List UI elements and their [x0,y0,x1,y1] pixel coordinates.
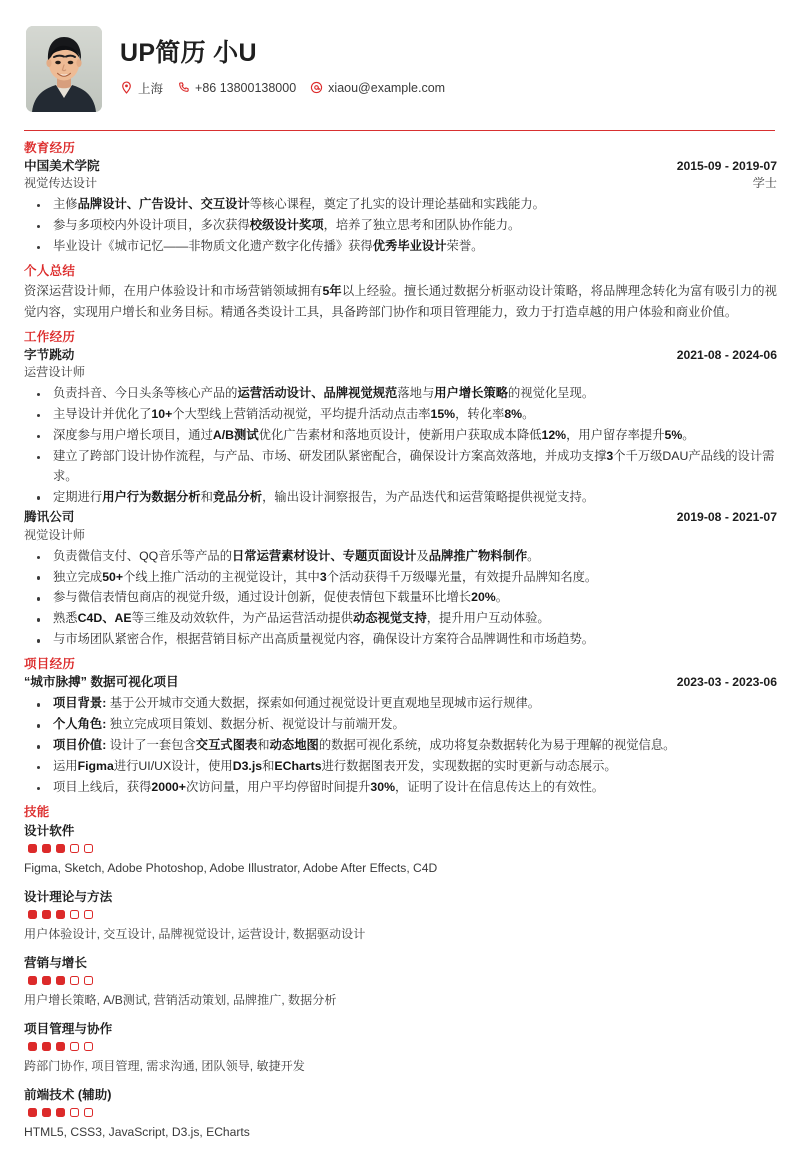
major-name: 视觉传达设计 [24,176,98,191]
emphasis: 3 [319,569,327,584]
emphasis: 项目背景: [53,696,107,711]
skill-dot-filled [56,910,65,919]
skill-level-meter [28,1108,777,1117]
emphasis: C4D、AE [77,611,132,626]
bullet-item: 建立了跨部门设计协作流程，与产品、市场、研发团队紧密配合，确保设计方案高效落地，并成功支撑3个千万级DAU产品线的设计需求。 [26,447,777,487]
skill-level-meter [28,976,777,985]
skill-dot-filled [42,1042,51,1051]
skill-level-meter [28,910,777,919]
project-entry-list [22,674,777,798]
skill-level-meter [28,1042,777,1051]
emphasis: 项目价值: [53,738,107,753]
contact-location-text: 上海 [138,81,164,96]
skill-dot-filled [56,844,65,853]
skill-dot-filled [28,844,37,853]
work-date: 2019-08 - 2021-07 [676,510,777,525]
person-name: UP简历 小U [120,39,257,68]
section-title-summary: 个人总结 [24,263,76,278]
skill-items: Figma, Sketch, Adobe Photoshop, Adobe Illustrator, Adobe After Effects, C4D [24,860,438,875]
emphasis: 动态地图 [269,738,319,753]
emphasis: 5年 [322,283,342,298]
emphasis: 20% [471,590,496,605]
skill-dot-empty [70,844,79,853]
skill-group [24,954,777,1009]
emphasis: 运营活动设计、品牌视觉规范 [237,386,398,401]
bullet-item: 参与微信表情包商店的视觉升级，通过设计创新，促使表情包下载量环比增长20%。 [26,588,777,608]
bullet-item: 熟悉C4D、AE等三维及动效软件，为产品运营活动提供动态视觉支持，提升用户互动体验。 [26,609,777,629]
skill-group-name: 项目管理与协作 [24,1021,113,1036]
emphasis: 日常运营素材设计、专题页面设计 [232,548,417,563]
skill-items: 用户体验设计, 交互设计, 品牌视觉设计, 运营设计, 数据驱动设计 [24,926,366,941]
email-icon [310,81,323,94]
emphasis: 3 [606,448,614,463]
bullet-item: 项目背景: 基于公开城市交通大数据，探索如何通过视觉设计更直观地呈现城市运行规律。 [26,694,777,714]
section-work [22,329,777,650]
skill-group [24,822,777,877]
emphasis: 5% [664,427,683,442]
bullet-item: 负责微信支付、QQ音乐等产品的日常运营素材设计、专题页面设计及品牌推广物料制作。 [26,547,777,567]
skill-items: HTML5, CSS3, JavaScript, D3.js, ECharts [24,1124,250,1139]
emphasis: D3.js [232,759,263,774]
skill-dot-empty [70,1108,79,1117]
contact-email [310,81,445,95]
bullet-item: 与市场团队紧密合作，根据营销目标产出高质量视觉内容，确保设计方案符合品牌调性和市场趋势。 [26,630,777,650]
skill-dot-filled [56,1108,65,1117]
emphasis: 12% [541,427,567,442]
skill-dot-filled [56,1042,65,1051]
education-entry [24,158,777,257]
skill-group-name: 设计理论与方法 [24,889,113,904]
section-skills [22,804,777,1141]
work-role: 运营设计师 [24,365,85,380]
emphasis: 动态视觉支持 [352,611,427,626]
emphasis: 50+ [102,569,124,584]
skill-dot-filled [42,976,51,985]
bullet-item: 项目上线后，获得2000+次访问量，用户平均停留时间提升30%，证明了设计在信息传达上的有效性。 [26,778,777,798]
skill-dot-filled [42,844,51,853]
project-entry [24,674,777,798]
skill-group-list [22,822,777,1141]
emphasis: 品牌推广物料制作 [428,548,528,563]
header-divider [24,130,775,131]
skill-dot-filled [28,976,37,985]
contact-list [120,79,452,97]
emphasis: Figma [77,759,114,774]
section-title-work: 工作经历 [24,329,76,344]
section-summary [22,263,777,323]
bullet-item: 独立完成50+个线上推广活动的主视觉设计，其中3个活动获得千万级曝光量，有效提升品牌知名度。 [26,568,777,588]
skill-dot-empty [70,976,79,985]
emphasis: 品牌设计、广告设计、交互设计 [77,197,250,212]
bullet-item: 参与多项校内外设计项目，多次获得校级设计奖项，培养了独立思考和团队协作能力。 [26,216,777,236]
section-projects [22,656,777,798]
section-title-skills: 技能 [24,804,50,819]
skill-dot-empty [84,910,93,919]
emphasis: A/B测试 [212,427,259,442]
contact-email-text: xiaou@example.com [328,80,446,95]
skill-dot-empty [84,1108,93,1117]
skill-dot-empty [70,910,79,919]
skill-dot-filled [28,910,37,919]
skill-group [24,1020,777,1075]
section-title-education: 教育经历 [24,141,76,155]
skill-level-meter [28,844,777,853]
work-date: 2021-08 - 2024-06 [676,347,777,362]
skill-dot-empty [84,976,93,985]
emphasis: 交互式图表 [195,738,258,753]
work-org: 腾讯公司 [24,510,75,525]
skill-dot-filled [42,1108,51,1117]
entry-header [24,347,777,381]
emphasis: ECharts [274,759,322,774]
skill-dot-filled [28,1042,37,1051]
work-bullets [24,384,777,507]
work-org: 字节跳动 [24,347,75,362]
skill-dot-empty [84,844,93,853]
skill-group-name: 营销与增长 [24,955,87,970]
emphasis: 2000+ [151,780,186,795]
education-date: 2015-09 - 2019-07 [676,158,777,173]
skill-dot-filled [56,976,65,985]
bullet-item: 定期进行用户行为数据分析和竞品分析，输出设计洞察报告，为产品迭代和运营策略提供视觉支持。 [26,488,777,508]
emphasis: 15% [430,406,456,421]
bullet-item: 运用Figma进行UI/UX设计，使用D3.js和ECharts进行数据图表开发，实现数据的实时更新与动态展示。 [26,757,777,777]
work-entry [24,347,777,508]
skill-dot-filled [42,910,51,919]
location-icon [120,81,133,94]
emphasis: 个人角色: [53,717,107,732]
work-role: 视觉设计师 [24,527,85,542]
summary-text: 资深运营设计师，在用户体验设计和市场营销领域拥有5年以上经验。擅长通过数据分析驱动设计策略，将品牌理念转化为富有吸引力的视觉内容，实现用户增长和业务目标。精通各类设计工具，具备跨部门协作和项目管理能力，致力于打造卓越的用户体验和商业价值。 [24,283,777,319]
emphasis: 优秀毕业设计 [372,238,447,253]
contact-location [120,79,163,97]
skill-group [24,1086,777,1141]
bullet-item: 深度参与用户增长项目，通过A/B测试优化广告素材和落地页设计，使新用户获取成本降低12%，用户留存率提升5%。 [26,426,777,446]
emphasis: 8% [504,406,523,421]
entry-header [24,674,777,691]
skill-dot-filled [28,1108,37,1117]
skill-dot-empty [70,1042,79,1051]
emphasis: 竞品分析 [212,489,263,504]
emphasis: 用户增长策略 [434,386,509,401]
emphasis: 校级设计奖项 [249,217,324,232]
education-degree: 学士 [752,175,777,190]
section-title-projects: 项目经历 [24,657,76,672]
identity-block [120,39,452,99]
entry-header [24,509,777,543]
skill-group-name: 设计软件 [24,823,75,838]
avatar [26,26,102,112]
skill-group [24,888,777,943]
emphasis: 10+ [151,406,173,421]
bullet-item: 个人角色: 独立完成项目策划、数据分析、视觉设计与前端开发。 [26,715,777,735]
phone-icon [177,81,190,94]
bullet-item: 毕业设计《城市记忆——非物质文化遗产数字化传播》获得优秀毕业设计荣誉。 [26,237,777,257]
skill-group-name: 前端技术 (辅助) [24,1087,112,1102]
project-date: 2023-03 - 2023-06 [676,675,777,690]
emphasis: 用户行为数据分析 [102,489,201,504]
resume-header [22,22,777,112]
contact-phone [177,81,296,95]
contact-phone-text: +86 13800138000 [195,80,297,95]
skill-dot-empty [84,1042,93,1051]
section-education [22,140,777,257]
project-bullets [24,694,777,798]
bullet-item: 项目价值: 设计了一套包含交互式图表和动态地图的数据可视化系统，成功将复杂数据转化为易于理解的视觉信息。 [26,736,777,756]
bullet-item: 主导设计并优化了10+个大型线上营销活动视觉，平均提升活动点击率15%，转化率8%。 [26,405,777,425]
skill-items: 跨部门协作, 项目管理, 需求沟通, 团队领导, 敏捷开发 [24,1058,305,1073]
project-org: “城市脉搏” 数据可视化项目 [24,675,179,690]
entry-header [24,158,777,192]
bullet-item: 负责抖音、今日头条等核心产品的运营活动设计、品牌视觉规范落地与用户增长策略的视觉化呈现。 [26,384,777,404]
school-name: 中国美术学院 [24,158,100,173]
work-entry-list [22,347,777,650]
emphasis: 30% [370,780,396,795]
work-bullets [24,547,777,651]
education-bullets [24,195,777,257]
work-entry [24,509,777,650]
bullet-item: 主修品牌设计、广告设计、交互设计等核心课程，奠定了扎实的设计理论基础和实践能力。 [26,195,777,215]
skill-items: 用户增长策略, A/B测试, 营销活动策划, 品牌推广, 数据分析 [24,992,337,1007]
